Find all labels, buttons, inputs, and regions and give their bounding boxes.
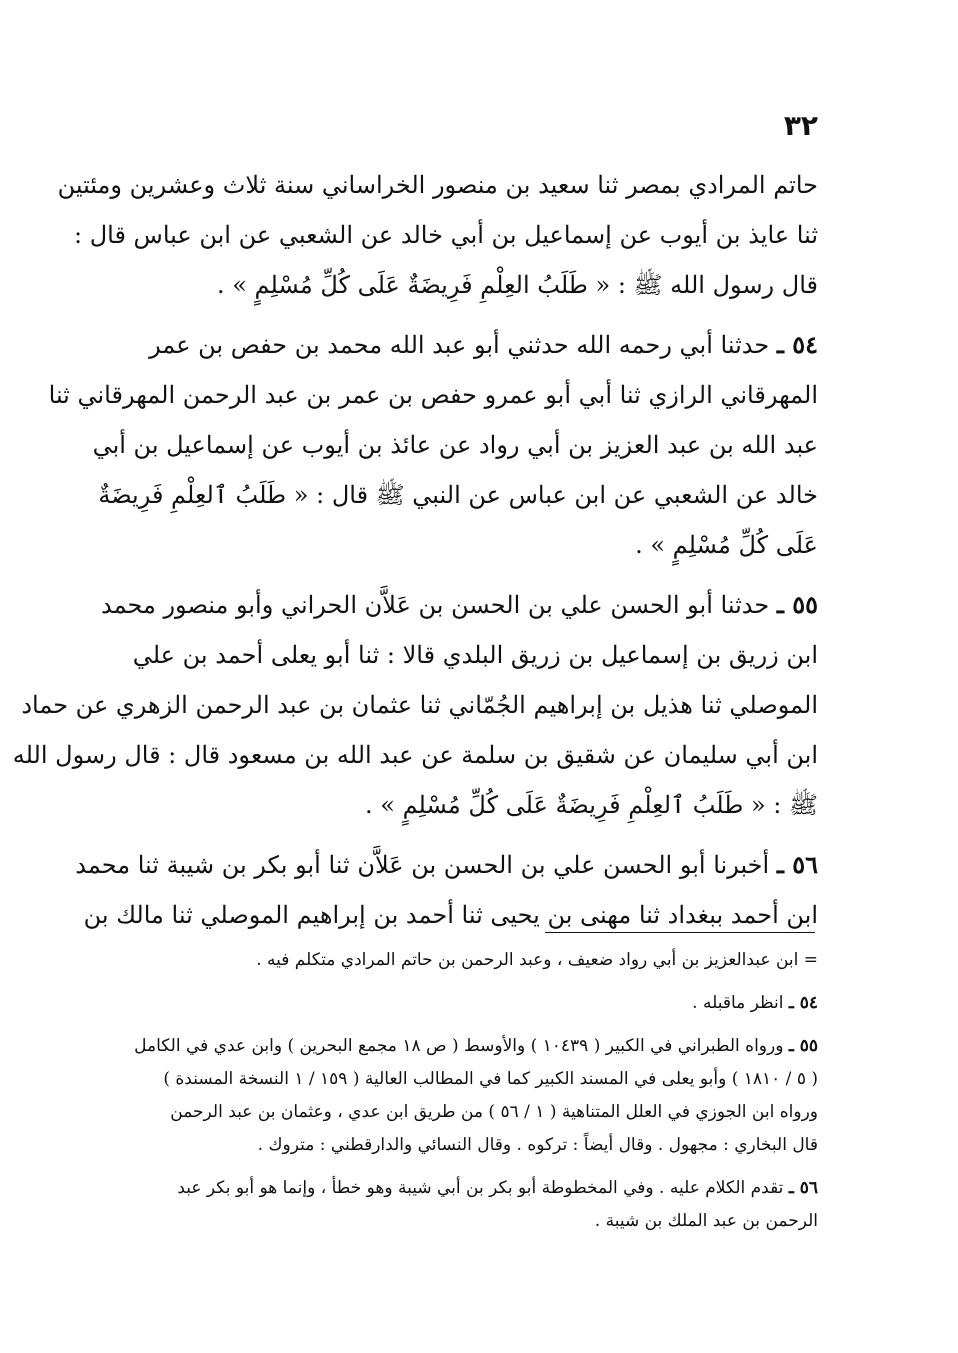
footnote-text: ورواه الطبراني في الكبير ( ١٠٤٣٩ ) والأوسط ( ص ١٨ مجمع البحرين ) وابن عدي في الكامل (134, 1036, 789, 1056)
main-text (12, 160, 818, 950)
text-line: خالد عن الشعبي عن ابن عباس عن النبي ﷺ قال : « طَلَبُ ٱلعِلْمِ فَرِيضَةٌ (98, 481, 818, 509)
hadith-54 (48, 320, 818, 570)
text-line: الموصلي ثنا هذيل بن إبراهيم الجُمّاني ثنا عثمان بن عبد الرحمن الزهري عن حماد (21, 691, 818, 719)
text-line: ابن أبي سليمان عن شقيق بن سلمة عن عبد الله بن مسعود قال : قال رسول الله (12, 741, 818, 769)
footnote-text: تقدم الكلام عليه . وفي المخطوطة أبو بكر بن أبي شيبة وهو خطأ ، وإنما هو أبو بكر عبد (177, 1178, 789, 1198)
footnote-line: = ابن عبدالعزيز بن أبي رواد ضعيف ، وعبد الرحمن بن حاتم المرادي متكلم فيه . (256, 950, 818, 970)
text-segment: أخبرنا أبو الحسن علي بن الحسن بن عَلاَّن ثنا أبو بكر بن شيبة ثنا محمد (75, 851, 777, 879)
footnote-line (110, 987, 818, 1020)
footnote-continuation (110, 944, 818, 977)
text-line (110, 320, 818, 370)
footnote-text: انظر ماقبله . (692, 993, 789, 1013)
footnote-56 (110, 1172, 818, 1238)
paragraph-continuation (57, 160, 818, 310)
footnote-line (110, 1030, 818, 1063)
hadith-56 (75, 840, 818, 940)
text-segment: حدثنا أبو الحسن علي بن الحسن بن عَلاَّن الحراني وأبو منصور محمد (101, 591, 777, 619)
footnote-number: ٥٦ ـ (788, 1178, 818, 1198)
hadith-55 (12, 580, 818, 830)
hadith-number: ٥٦ ـ (776, 850, 818, 879)
hadith-number: ٥٥ ـ (776, 590, 818, 619)
footnote-55 (110, 1030, 818, 1162)
text-line: قال رسول الله ﷺ : « طَلَبُ العِلْمِ فَرِيضَةٌ عَلَى كُلِّ مُسْلِمٍ » . (216, 271, 818, 299)
footnote-54 (110, 987, 818, 1020)
footnotes (110, 944, 818, 1248)
text-line: المهرقاني الرازي ثنا أبي أبو عمرو حفص بن عمر بن عبد الرحمن المهرقاني ثنا (48, 381, 818, 409)
text-line: حاتم المرادي بمصر ثنا سعيد بن منصور الخراساني سنة ثلاث وعشرين ومئتين (57, 171, 818, 199)
text-segment: حدثنا أبي رحمه الله حدثني أبو عبد الله محمد بن حفص بن عمر (149, 331, 777, 359)
text-line (75, 840, 818, 890)
footnote-separator (545, 932, 815, 933)
footnote-line: الرحمن بن عبد الملك بن شيبة . (594, 1211, 818, 1231)
text-line: ﷺ : « طَلَبُ ٱلعِلْمِ فَرِيضَةٌ عَلَى كُلِّ مُسْلِمٍ » . (365, 791, 818, 819)
footnote-number: ٥٥ ـ (788, 1036, 818, 1056)
footnote-number: ٥٤ ـ (788, 993, 818, 1013)
footnote-line: ورواه ابن الجوزي في العلل المتناهية ( ١ / ٥٦ ) من طريق ابن عدي ، وعثمان بن عبد الرحمن (170, 1102, 818, 1122)
text-line: عَلَى كُلِّ مُسْلِمٍ » . (635, 531, 818, 559)
text-line: ثنا عايذ بن أيوب عن إسماعيل بن أبي خالد عن الشعبي عن ابن عباس قال : (73, 221, 818, 249)
page-number: ٣٢ (783, 109, 818, 142)
footnote-line: ( ٥ / ١٨١٠ ) وأبو يعلى في المسند الكبير كما في المطالب العالية ( ١٥٩ / ١ النسخة المسندة ) (163, 1069, 818, 1089)
text-line: ابن زريق بن إسماعيل بن زريق البلدي قالا : ثنا أبو يعلى أحمد بن علي (132, 641, 818, 669)
hadith-number: ٥٤ ـ (776, 330, 818, 359)
text-line: ابن أحمد ببغداد ثنا مهنى بن يحيى ثنا أحمد بن إبراهيم الموصلي ثنا مالك بن (83, 901, 818, 929)
footnote-line: قال البخاري : مجهول . وقال أيضاً : تركوه . وقال النسائي والدارقطني : متروك . (257, 1135, 818, 1155)
text-line: عبد الله بن عبد العزيز بن أبي رواد عن عائذ بن أيوب عن إسماعيل بن أبي (92, 431, 818, 459)
text-line (101, 580, 818, 630)
footnote-line (110, 1172, 818, 1205)
